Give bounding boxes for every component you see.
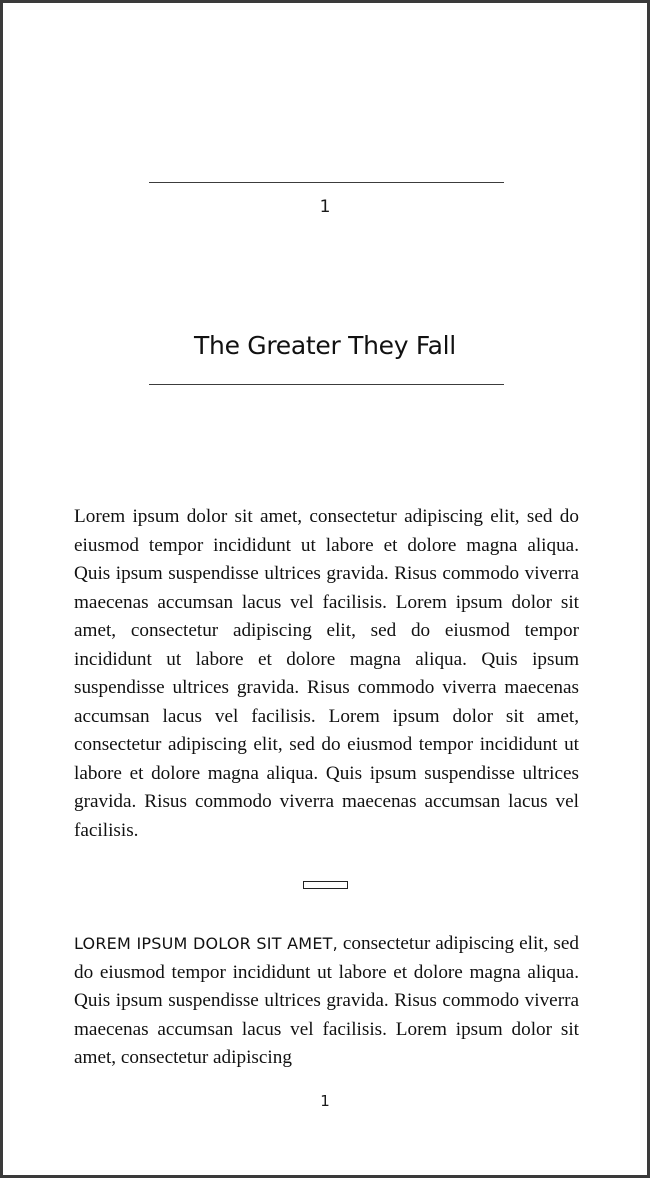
paragraph-text: consectetur adipiscing elit, sed do eiusmod tempor incididunt ut labore et dolore magna aliqua. Quis ipsum suspendisse ultrices gravida. Risus commodo viverra maecenas accumsan lacus vel facilisis. Lorem ipsum dolor sit amet, consectetur adipiscing — [74, 933, 579, 1068]
body-paragraph-1: Lorem ipsum dolor sit amet, consectetur adipiscing elit, sed do eiusmod tempor incididunt ut labore et dolore magna aliqua. Quis ipsum suspendisse ultrices gravida. Risus commodo viverra maecenas accumsan lacus vel facilisis. Lorem ipsum dolor sit amet, consectetur adipiscing elit, sed do eiusmod tempor incididunt ut labore et dolore magna aliqua. Quis ipsum suspendisse ultrices gravida. Risus commodo viverra maecenas accumsan lacus vel facilisis. Lorem ipsum dolor sit amet, consectetur adipiscing elit, sed do eiusmod tempor incididunt ut labore et dolore magna aliqua. Quis ipsum suspendisse ultrices gravida. Risus commodo viverra maecenas accumsan lacus vel facilisis. — [74, 506, 579, 841]
page-number: 1 — [320, 1092, 330, 1110]
chapter-bottom-rule — [149, 384, 504, 385]
book-page — [3, 3, 647, 1175]
section-break-ornament — [303, 881, 348, 889]
paragraph-lead-in: LOREM IPSUM DOLOR SIT AMET, — [74, 934, 338, 953]
chapter-number: 1 — [319, 197, 331, 217]
chapter-title: The Greater They Fall — [194, 331, 456, 360]
body-paragraph-2 — [74, 930, 579, 1073]
chapter-top-rule — [149, 182, 504, 183]
